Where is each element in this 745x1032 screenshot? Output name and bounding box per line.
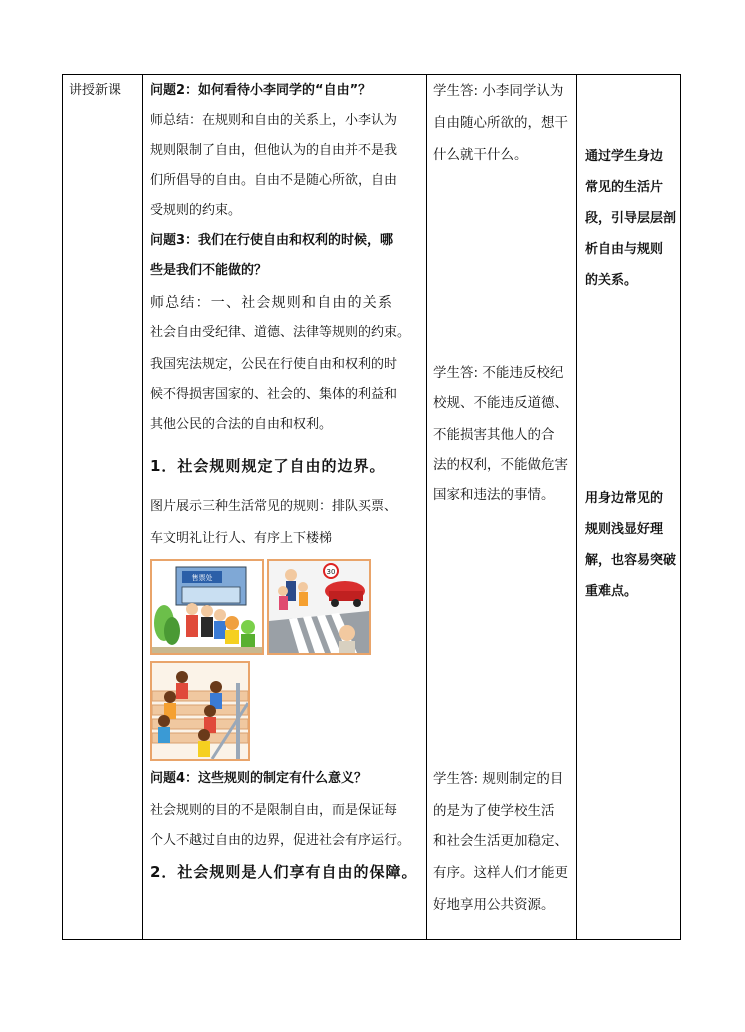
summary1-line: 受规则的约束。 xyxy=(150,203,242,218)
answer1-line: 自由随心所欲的，想干 xyxy=(433,115,568,131)
question-2: 问题2：如何看待小李同学的“自由”？ xyxy=(150,83,372,98)
summary2-title xyxy=(150,289,393,317)
teaching-content-cell xyxy=(143,75,427,940)
answer2-line: 校规、不能违反道德、 xyxy=(433,395,568,411)
note1-line: 段，引导层层剖 xyxy=(585,211,677,226)
note1-line: 析自由与规则 xyxy=(585,242,664,257)
pictures-intro-line: 车文明礼让行人、有序上下楼梯 xyxy=(150,531,333,546)
queue-tickets-illustration xyxy=(152,561,262,653)
answer3-line: 学生答: 规则制定的目 xyxy=(433,771,564,787)
note2-line: 用身边常见的 xyxy=(585,491,664,506)
ticket-sign-text: 售票处 xyxy=(191,574,213,582)
answer2-line: 法的权利，不能做危害 xyxy=(433,457,568,473)
note1-line: 的关系。 xyxy=(585,273,638,288)
point-2: 2．社会规则是人们享有自由的保障。 xyxy=(150,863,418,881)
summary1-line: 规则限制了自由，但他认为的自由并不是我 xyxy=(150,143,398,158)
crosswalk-picture xyxy=(267,559,371,655)
summary2-line: 社会自由受纪律、道德、法律等规则的约束。 xyxy=(150,325,411,340)
note2-line: 重难点。 xyxy=(585,584,638,599)
section-label: 讲授新课 xyxy=(69,83,122,98)
summary2-line: 其他公民的合法的自由和权利。 xyxy=(150,417,333,432)
answer2-line: 国家和违法的事情。 xyxy=(433,487,555,503)
point-1: 1．社会规则规定了自由的边界。 xyxy=(150,457,386,475)
student-answer-cell xyxy=(427,75,577,940)
summary3-line: 个人不越过自由的边界，促进社会有序运行。 xyxy=(150,833,411,848)
note1-line: 通过学生身边 xyxy=(585,149,664,164)
summary3-line: 社会规则的目的不是限制自由，而是保证每 xyxy=(150,803,398,818)
answer2-line: 不能损害其他人的合 xyxy=(433,427,555,443)
summary1-line: 们所倡导的自由。自由不是随心所欲，自由 xyxy=(150,173,398,188)
section-cell xyxy=(63,75,143,940)
answer1-line: 什么就干什么。 xyxy=(433,147,528,163)
queue-tickets-picture xyxy=(150,559,264,655)
note2-line: 规则浅显好理 xyxy=(585,522,664,537)
speed-sign-text: 30 xyxy=(326,568,336,576)
summary2-title-text: 师总结：一、社会规则和自由的关系 xyxy=(150,295,394,311)
pictures-intro-line: 图片展示三种生活常见的规则：排队买票、 xyxy=(150,499,398,514)
summary2-line: 我国宪法规定，公民在行使自由和权利的时 xyxy=(150,357,398,372)
summary1-line: 师总结：在规则和自由的关系上，小李认为 xyxy=(150,113,398,128)
answer3-line: 好地享用公共资源。 xyxy=(433,897,555,913)
crosswalk-illustration xyxy=(269,561,369,653)
answer3-line: 的是为了使学校生活 xyxy=(433,803,555,819)
note2-line: 解，也容易突破 xyxy=(585,553,677,568)
question-3-line: 些是我们不能做的？ xyxy=(150,263,268,278)
summary2-line: 候不得损害国家的、社会的、集体的利益和 xyxy=(150,387,398,402)
stairs-picture xyxy=(150,661,250,761)
answer1-line: 学生答: 小李同学认为 xyxy=(433,83,564,99)
answer2-line: 学生答: 不能违反校纪 xyxy=(433,365,564,381)
lesson-table xyxy=(62,74,681,940)
answer3-line: 有序。这样人们才能更 xyxy=(433,865,568,881)
note1-line: 常见的生活片 xyxy=(585,180,664,195)
question-3-line: 问题3：我们在行使自由和权利的时候，哪 xyxy=(150,233,394,248)
design-intent-cell xyxy=(577,75,681,940)
question-4: 问题4：这些规则的制定有什么意义？ xyxy=(150,771,368,786)
stairs-illustration xyxy=(152,663,248,759)
answer3-line: 和社会生活更加稳定、 xyxy=(433,833,568,849)
